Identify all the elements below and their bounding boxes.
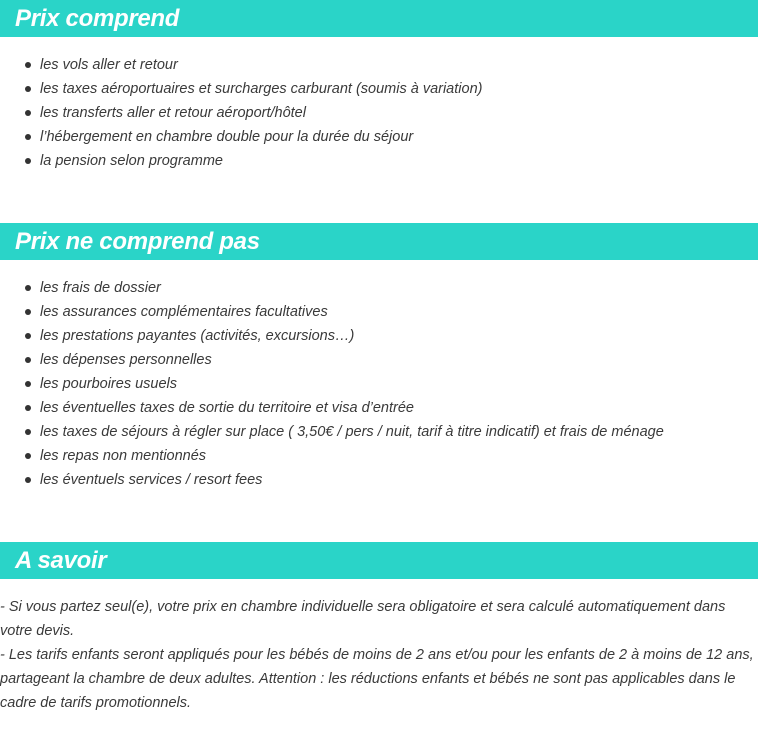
- section-title-prix-ne-comprend-pas: Prix ne comprend pas: [15, 228, 260, 255]
- list-item: les dépenses personnelles: [0, 348, 664, 372]
- list-item: les éventuelles taxes de sortie du territoire et visa d’entrée: [0, 396, 664, 420]
- list-item: les taxes aéroportuaires et surcharges carburant (soumis à variation): [0, 77, 482, 101]
- list-item: les assurances complémentaires facultatives: [0, 300, 664, 324]
- list-item: les vols aller et retour: [0, 53, 482, 77]
- list-item: les repas non mentionnés: [0, 444, 664, 468]
- list-item: les frais de dossier: [0, 276, 664, 300]
- list-prix-comprend: [0, 53, 482, 173]
- section-title-a-savoir: A savoir: [15, 547, 107, 574]
- a-savoir-paragraph-enfants: - Les tarifs enfants seront appliqués pour les bébés de moins de 2 ans et/ou pour les enfants de 2 à moins de 12 ans, partageant la chambre de deux adultes. Attention : les réductions enfants et bébés ne sont pas applicables dans le cadre de tarifs promotionnels.: [0, 647, 754, 711]
- section-header-a-savoir: [0, 542, 758, 579]
- a-savoir-paragraph-solo: - Si vous partez seul(e), votre prix en chambre individuelle sera obligatoire et sera calculé automatiquement dans votre devis.: [0, 599, 726, 639]
- list-item: les transferts aller et retour aéroport/hôtel: [0, 101, 482, 125]
- list-prix-ne-comprend-pas: [0, 276, 664, 492]
- section-title-prix-comprend: Prix comprend: [15, 5, 180, 32]
- a-savoir-text: [0, 595, 756, 715]
- list-item: la pension selon programme: [0, 149, 482, 173]
- section-header-prix-comprend: [0, 0, 758, 37]
- list-item: les prestations payantes (activités, excursions…): [0, 324, 664, 348]
- list-item: les pourboires usuels: [0, 372, 664, 396]
- list-item: l’hébergement en chambre double pour la durée du séjour: [0, 125, 482, 149]
- section-header-prix-ne-comprend-pas: [0, 223, 758, 260]
- list-item: les éventuels services / resort fees: [0, 468, 664, 492]
- list-item: les taxes de séjours à régler sur place ( 3,50€ / pers / nuit, tarif à titre indicatif) et frais de ménage: [0, 420, 664, 444]
